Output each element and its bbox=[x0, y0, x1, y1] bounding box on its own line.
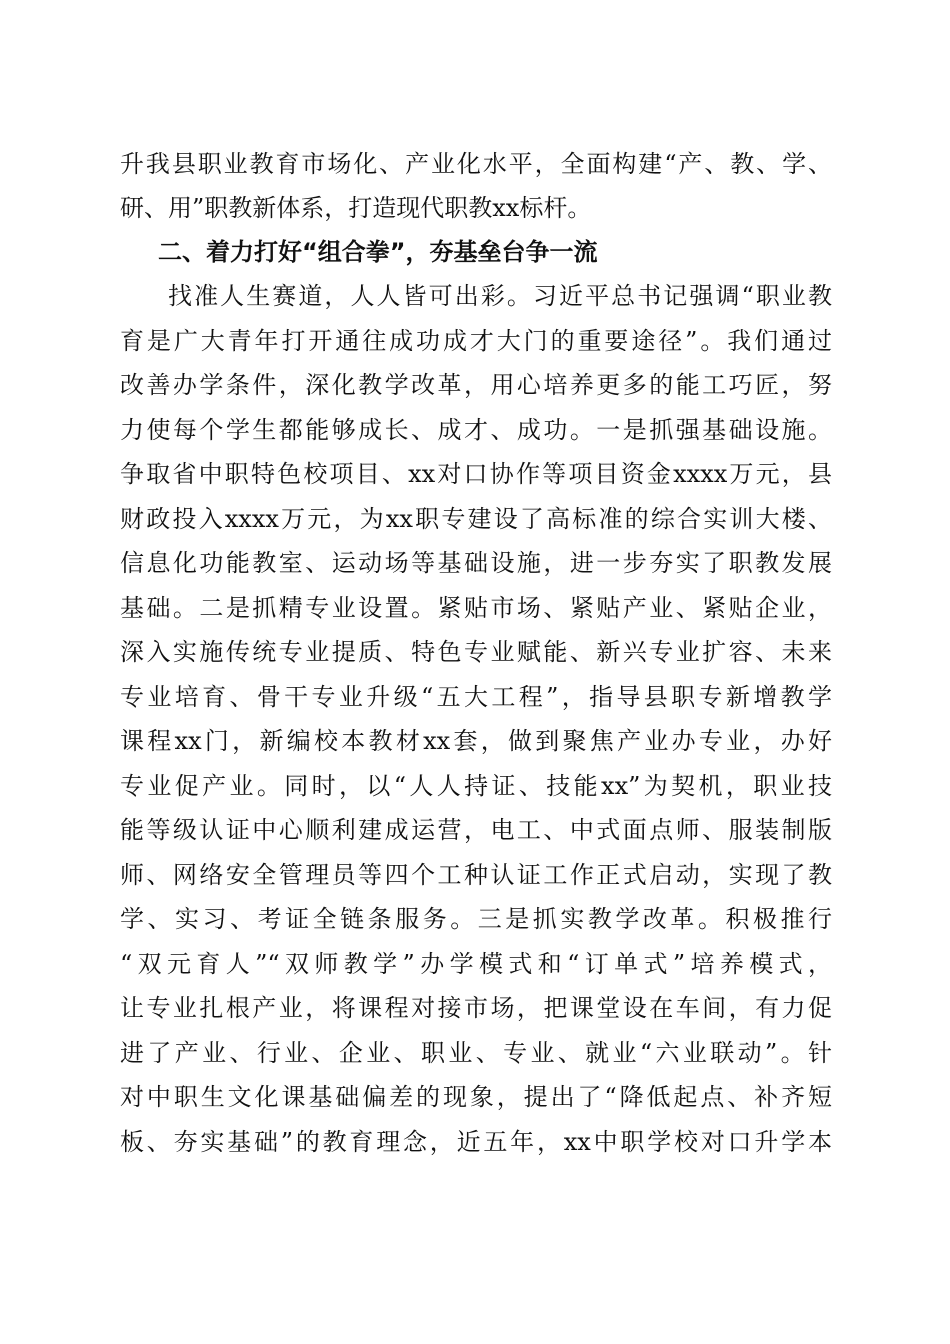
paragraph-line: 学、实习、考证全链条服务。三是抓实教学改革。积极推行 bbox=[120, 905, 832, 933]
paragraph-line: 让专业扎根产业，将课程对接市场，把课堂设在车间，有力促 bbox=[120, 994, 832, 1022]
paragraph-line: 找准人生赛道，人人皆可出彩。习近平总书记强调“职业教 bbox=[168, 282, 832, 310]
paragraph-line: 深入实施传统专业提质、特色专业赋能、新兴专业扩容、未来 bbox=[120, 638, 832, 666]
paragraph-line: 争取省中职特色校项目、xx对口协作等项目资金xxxx万元，县 bbox=[120, 460, 832, 488]
paragraph-line: 专业促产业。同时，以“人人持证、技能xx”为契机，职业技 bbox=[120, 772, 832, 800]
intro-line-1: 升我县职业教育市场化、产业化水平，全面构建“产、教、学、 bbox=[120, 150, 832, 178]
paragraph-line: 专业培育、骨干专业升级“五大工程”，指导县职专新增教学 bbox=[120, 683, 832, 711]
paragraph-line: 信息化功能教室、运动场等基础设施，进一步夯实了职教发展 bbox=[120, 549, 832, 577]
paragraph-line: “双元育人”“双师教学”办学模式和“订单式”培养模式， bbox=[120, 950, 832, 978]
paragraph-line: 课程xx门，新编校本教材xx套，做到聚焦产业办专业，办好 bbox=[120, 727, 832, 755]
paragraph-line: 能等级认证中心顺利建成运营，电工、中式面点师、服装制版 bbox=[120, 816, 832, 844]
paragraph-line: 力使每个学生都能够成长、成才、成功。一是抓强基础设施。 bbox=[120, 416, 832, 444]
paragraph-line: 板、夯实基础”的教育理念，近五年，xx中职学校对口升学本 bbox=[120, 1128, 832, 1156]
section-heading: 二、着力打好“组合拳”，夯基垒台争一流 bbox=[158, 238, 598, 266]
paragraph-line: 改善办学条件，深化教学改革，用心培养更多的能工巧匠，努 bbox=[120, 371, 832, 399]
paragraph-line: 对中职生文化课基础偏差的现象，提出了“降低起点、补齐短 bbox=[120, 1083, 832, 1111]
paragraph-line: 财政投入xxxx万元，为xx职专建设了高标准的综合实训大楼、 bbox=[120, 505, 832, 533]
paragraph-line: 师、网络安全管理员等四个工种认证工作正式启动，实现了教 bbox=[120, 861, 832, 889]
paragraph-line: 育是广大青年打开通往成功成才大门的重要途径”。我们通过 bbox=[120, 327, 832, 355]
paragraph-line: 进了产业、行业、企业、职业、专业、就业“六业联动”。针 bbox=[120, 1039, 832, 1067]
intro-line-2: 研、用”职教新体系，打造现代职教xx标杆。 bbox=[120, 194, 592, 222]
paragraph-line: 基础。二是抓精专业设置。紧贴市场、紧贴产业、紧贴企业， bbox=[120, 594, 832, 622]
